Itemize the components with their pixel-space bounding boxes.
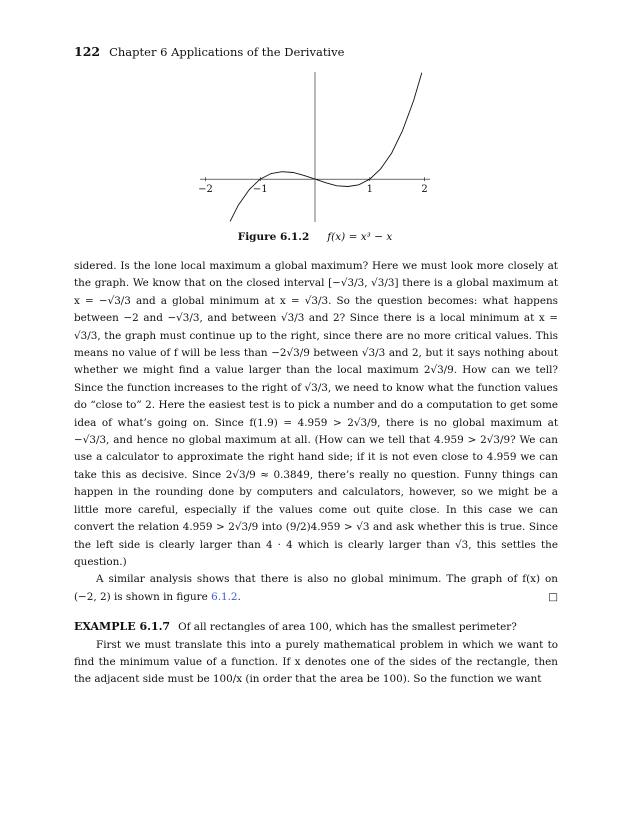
running-header xyxy=(74,44,564,60)
similar-analysis-text: A similar analysis shows that there is also no global minimum. The graph of f(x) on (−2, 2) is shown in figure xyxy=(74,573,558,603)
function-curve xyxy=(230,73,422,222)
paragraph-example: First we must translate this into a purely mathematical problem in which we want to find the minimum value of a function. If x denotes one of the sides of the rectangle, then the adjacent side must be 100/x (in order that the area be 100). So the function we want xyxy=(74,638,558,686)
example-label: EXAMPLE 6.1.7 xyxy=(74,620,171,634)
qed-symbol: □ xyxy=(548,590,558,603)
figure-caption xyxy=(0,230,630,244)
paragraph-similar xyxy=(74,571,558,606)
x-tick-label: −2 xyxy=(198,184,213,196)
x-tick-label: 2 xyxy=(421,184,428,196)
cubic-plot xyxy=(200,72,430,222)
chapter-title: Chapter 6 Applications of the Derivative xyxy=(109,45,345,59)
figure-graph xyxy=(200,72,430,222)
sentence-period: . xyxy=(237,590,241,603)
body-text xyxy=(74,258,558,689)
page-number: 122 xyxy=(74,44,101,59)
figure-equation: f(x) = x³ − x xyxy=(327,231,393,243)
x-tick-label: 1 xyxy=(366,184,373,196)
example-question: Of all rectangles of area 100, which has the smallest perimeter? xyxy=(178,621,517,634)
paragraph-analysis: sidered. Is the lone local maximum a global maximum? Here we must look more closely at the graph. We know that on the closed interval [−√3/3, √3/3] there is a global maximum at x = −√3/3 and a global minimum at x = √3/3. So the question becomes: what happens between −2 and −√3/3, and between √3/3 and 2? Since there is a local minimum at x = √3/3, the graph must continue up to the right, since there are no more critical values. This means no value of f will be less than −2√3/9 between √3/3 and 2, but it says nothing about whether we might find a value larger than the local maximum 2√3/9. How can we tell? Since the function increases to the right of √3/3, we need to know what the function values do “close to” 2. Here the easiest test is to pick a number and do a computation to get some idea of what’s going on. Since f(1.9) = 4.959 > 2√3/9, there is no global maximum at −√3/3, and hence no global maximum at all. (How can we tell that 4.959 > 2√3/9? We can use a calculator to approximate the right hand side; if it is not even close to 4.959 we can take this as decisive. Since 2√3/9 ≈ 0.3849, there’s really no question. Funny things can happen in the rounding done by computers and calculators, however, so we might be a little more careful, especially if the values come out quite close. In this case we can convert the relation 4.959 > 2√3/9 into (9/2)4.959 > √3 and ask whether this is true. Since the left side is clearly larger than 4 · 4 which is clearly larger than √3, this settles the question.) xyxy=(74,260,558,568)
example-heading xyxy=(74,618,558,636)
x-tick-label: −1 xyxy=(252,184,268,196)
figure-label: Figure 6.1.2 xyxy=(237,231,310,243)
figure-ref-link[interactable]: 6.1.2 xyxy=(211,590,238,603)
